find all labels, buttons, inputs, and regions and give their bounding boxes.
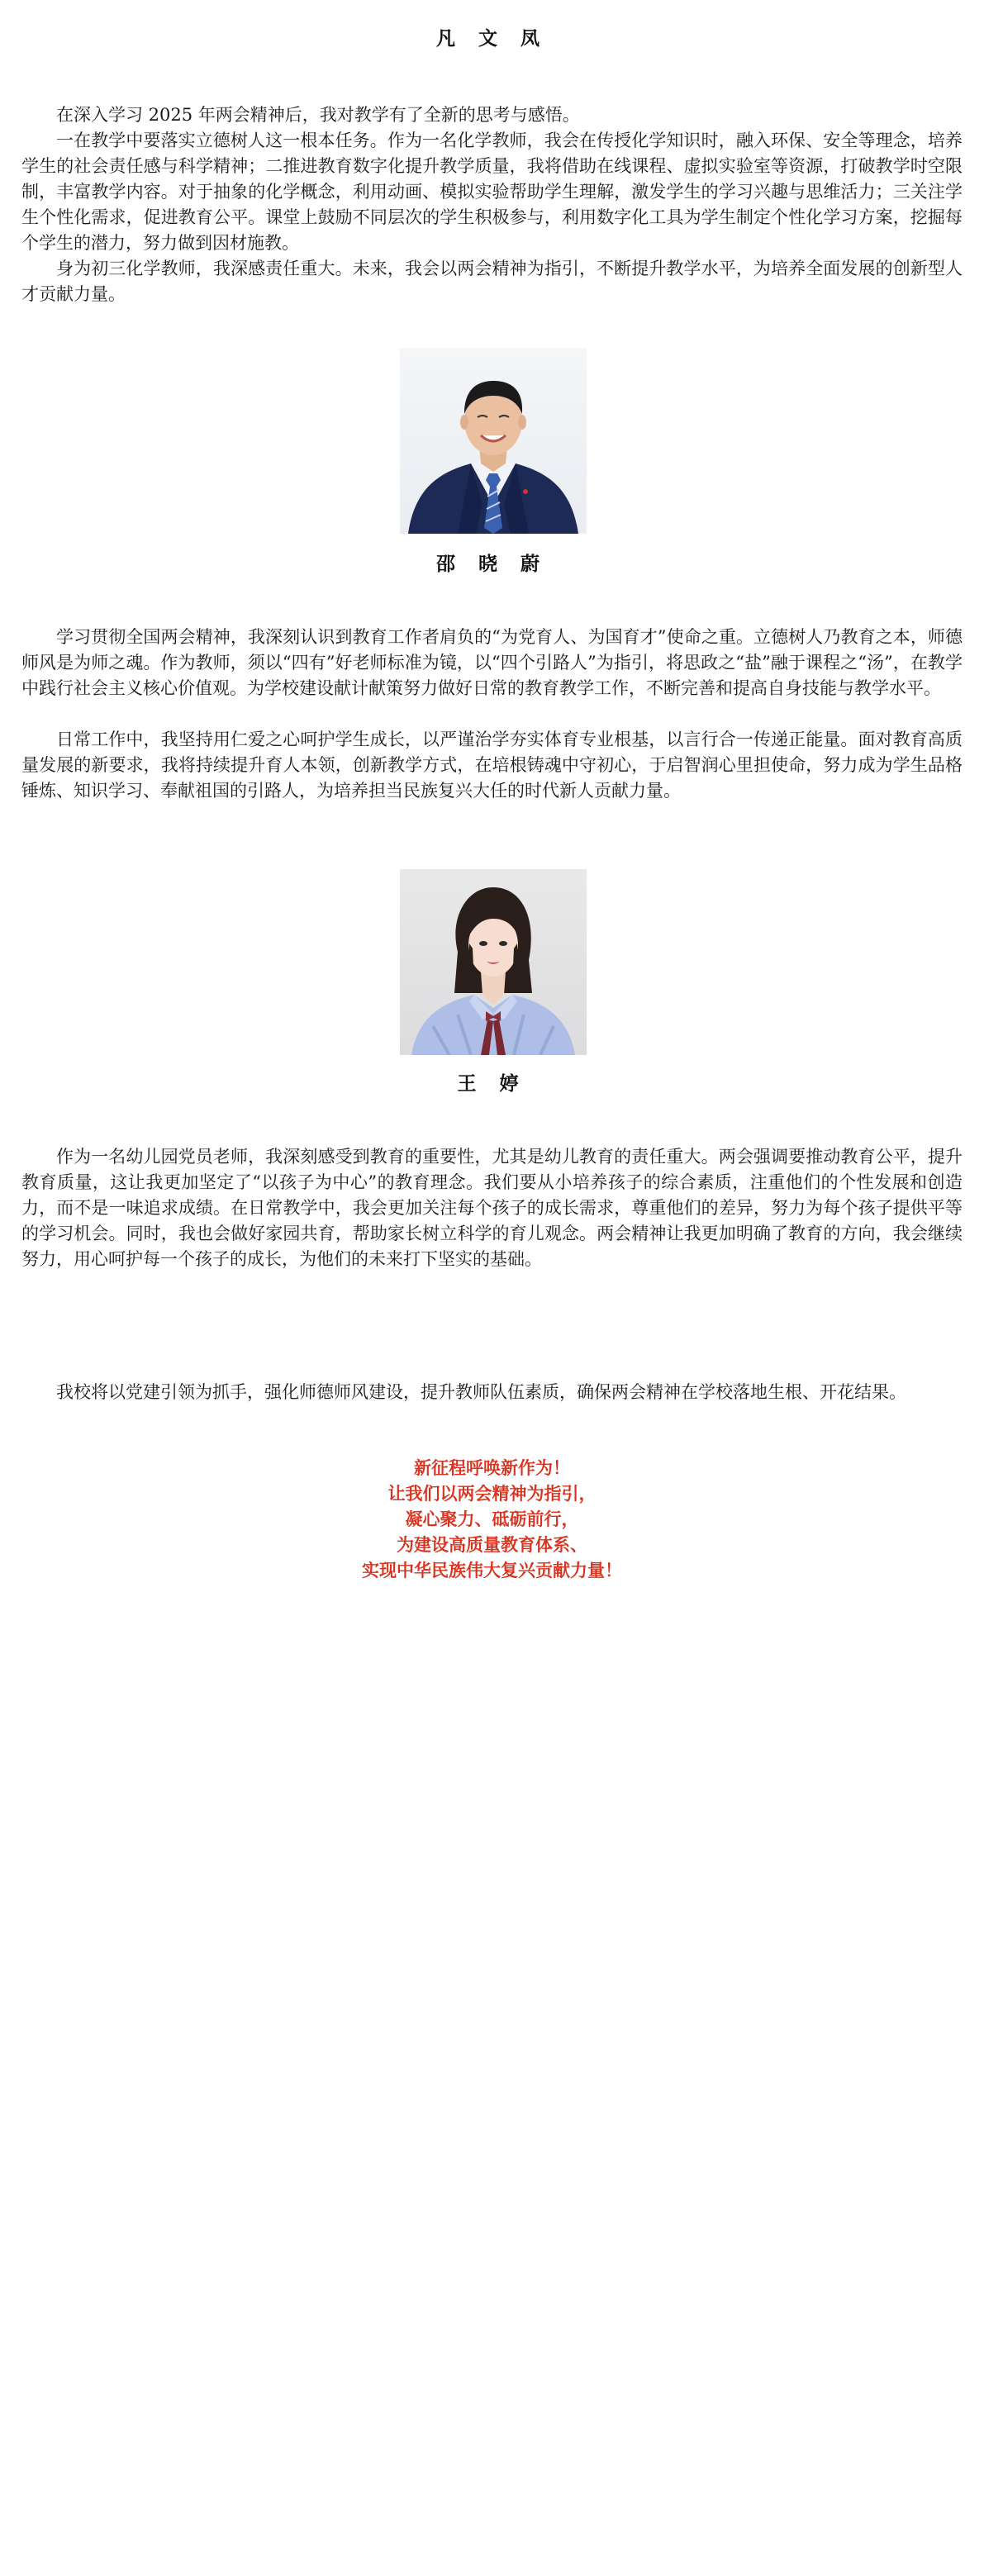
paragraph-shao-1: 学习贯彻全国两会精神，我深刻认识到教育工作者肩负的“为党育人、为国育才”使命之重。立德树人乃教育之本，师德师风是为师之魂。作为教师，须以“四有”好老师标准为镜，以“四个引路人”为指引，将思政之“盐”融于课程之“汤”，在教学中践行社会主义核心价值观。为学校建设献计献策努力做好日常的教育教学工作，不断完善和提高自身技能与教学水平。 — [21, 627, 963, 698]
paragraph-fan-2: 一在教学中要落实立德树人这一根本任务。作为一名化学教师，我会在传授化学知识时，融入环保、安全等理念，培养学生的社会责任感与科学精神；二推进教育数字化提升教学质量，我将借助在线课程、虚拟实验室等资源，打破教学时空限制，丰富教学内容。对于抽象的化学概念，利用动画、模拟实验帮助学生理解，激发学生的学习兴趣与思维活力；三关注学生个性化需求，促进教育公平。课堂上鼓励不同层次的学生积极参与，利用数字化工具为学生制定个性化学习方案，挖掘每个学生的潜力，努力做到因材施教。 — [21, 131, 963, 253]
slogan-line-3: 凝心聚力、砥砺前行， — [405, 1509, 579, 1529]
slogan-line-4: 为建设高质量教育体系、 — [397, 1535, 587, 1555]
closing-paragraph: 我校将以党建引领为抓手，强化师德师风建设，提升教师队伍素质，确保两会精神在学校落地生根、开花结果。 — [56, 1382, 906, 1402]
paragraph-shao-2: 日常工作中，我坚持用仁爱之心呵护学生成长，以严谨治学夯实体育专业根基，以言行合一传递正能量。面对教育高质量发展的新要求，我将持续提升育人本领，创新教学方式，在培根铸魂中守初心，于启智润心里担使命，努力成为学生品格锤炼、知识学习、奉献祖国的引路人，为培养担当民族复兴大任的时代新人贡献力量。 — [21, 730, 963, 801]
portrait-woman-image — [400, 869, 587, 1055]
portrait-photo-wang-ting — [400, 869, 587, 1055]
slogan-line-2: 让我们以两会精神为指引， — [387, 1484, 597, 1504]
slogan-line-5: 实现中华民族伟大复兴贡献力量！ — [362, 1561, 622, 1580]
teacher-name-shao-xiaowei: 邵 晓 蔚 — [435, 554, 548, 575]
portrait-man-image — [400, 348, 587, 534]
teacher-name-wang-ting: 王 婷 — [457, 1073, 527, 1095]
portrait-photo-shao-xiaowei — [400, 348, 587, 534]
slogan-line-1: 新征程呼唤新作为！ — [414, 1458, 570, 1478]
paragraph-wang-1: 作为一名幼儿园党员老师，我深刻感受到教育的重要性，尤其是幼儿教育的责任重大。两会强调要推动教育公平，提升教育质量，这让我更加坚定了“以孩子为中心”的教育理念。我们要从小培养孩子的综合素质，注重他们的个性发展和创造力，而不是一味追求成绩。在日常教学中，我会更加关注每个孩子的成长需求，尊重他们的差异，努力为每个孩子提供平等的学习机会。同时，我也会做好家园共育，帮助家长树立科学的育儿观念。两会精神让我更加明确了教育的方向，我会继续努力，用心呵护每一个孩子的成长，为他们的未来打下坚实的基础。 — [21, 1147, 963, 1269]
paragraph-fan-1: 在深入学习 2025 年两会精神后，我对教学有了全新的思考与感悟。 — [56, 105, 580, 125]
paragraph-fan-3: 身为初三化学教师，我深感责任重大。未来，我会以两会精神为指引，不断提升教学水平，为培养全面发展的创新型人才贡献力量。 — [21, 259, 963, 304]
teacher-name-fan-wenfeng: 凡 文 凤 — [435, 28, 548, 50]
